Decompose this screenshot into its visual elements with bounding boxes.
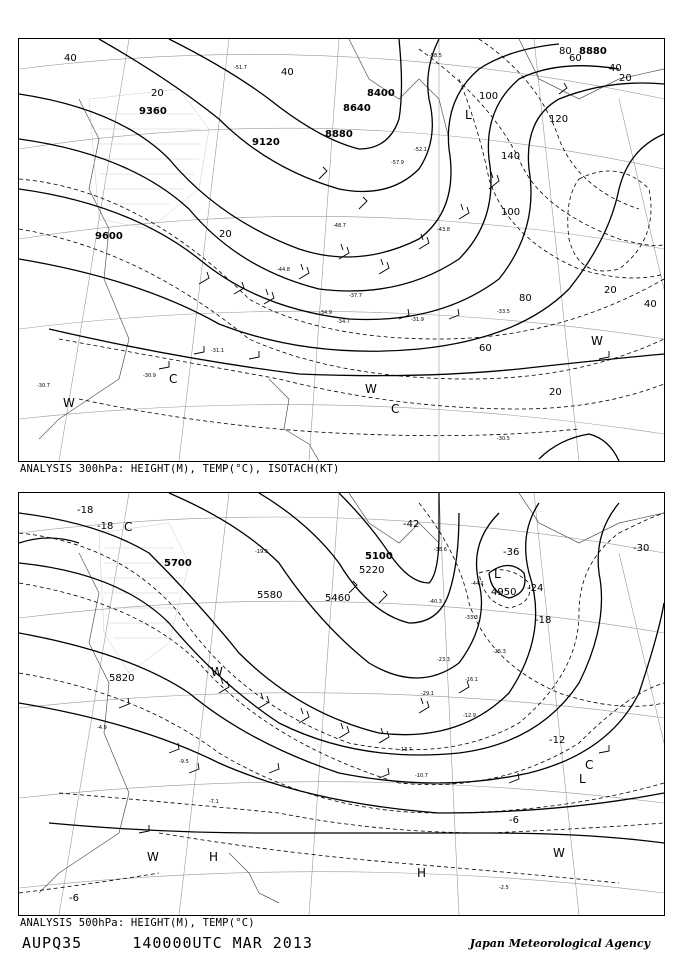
center-marker-group	[63, 108, 603, 416]
warm-center-marker: W	[591, 334, 603, 348]
isotherm-label: -30	[633, 543, 650, 554]
isotach-label: 20	[219, 229, 232, 240]
warm-center-marker: W	[553, 846, 565, 860]
isotherm-label: -18	[535, 615, 552, 626]
station-temp: -33.3	[465, 615, 478, 621]
isotach-label-group	[64, 46, 657, 398]
cold-center-marker: C	[124, 520, 133, 534]
height-label-group	[109, 551, 516, 684]
isotherm-label: -18	[77, 505, 94, 516]
temp-label: -31.1	[211, 348, 224, 354]
station-temp: -38.6	[434, 547, 447, 553]
isotach-label: 140	[501, 151, 521, 162]
temp-label: -33.5	[497, 309, 510, 315]
station-temp: -40.3	[429, 599, 442, 605]
isotach-label: 80	[559, 46, 572, 57]
isotach-label: 60	[479, 343, 492, 354]
temp-label: -44.8	[277, 267, 290, 273]
chart-caption-500hpa: ANALYSIS 500hPa: HEIGHT(M), TEMP(°C)	[20, 917, 255, 929]
warm-center-marker: W	[211, 665, 223, 679]
low-center-marker: L	[465, 108, 472, 122]
isotach-label: 100	[501, 207, 521, 218]
station-temp: -12.9	[463, 713, 476, 719]
temp-label: -30.7	[37, 383, 50, 389]
isotach-label: 20	[549, 387, 562, 398]
product-header	[22, 934, 313, 952]
station-temp: -7.1	[209, 799, 219, 805]
temp-label: -48.7	[333, 223, 346, 229]
isotach-label: 80	[519, 293, 532, 304]
height-label: 9600	[95, 231, 123, 242]
isotach-label: 40	[644, 299, 657, 310]
temp-label: -31.9	[411, 317, 424, 323]
temp-label: -34.9	[319, 310, 332, 316]
temp-label: -52.1	[414, 147, 427, 153]
height-label: 8880	[325, 129, 353, 140]
cold-center-marker: C	[391, 402, 400, 416]
isotherm-label: -6	[509, 815, 519, 826]
height-label: 9360	[139, 106, 167, 117]
temp-label: -51.7	[234, 65, 247, 71]
high-center-marker: H	[417, 866, 427, 880]
temp-label: -43.8	[437, 227, 450, 233]
height-label: 5820	[109, 673, 135, 684]
isotherm-label: -36	[503, 547, 520, 558]
temp-label: -37.7	[349, 293, 362, 299]
isotherm-label: -18	[97, 521, 114, 532]
height-contours	[19, 39, 664, 461]
map-500hpa	[19, 493, 664, 915]
isotach-label: 20	[604, 285, 617, 296]
station-temp: -10.7	[415, 773, 428, 779]
warm-center-marker: W	[63, 396, 75, 410]
lat-lon-grid	[19, 39, 664, 461]
valid-time: 140000UTC MAR 2013	[132, 934, 313, 952]
station-temp: -25.3	[493, 649, 506, 655]
isotach-label: 60	[569, 53, 582, 64]
station-temp: -9.5	[179, 759, 189, 765]
map-panel-500hpa	[18, 492, 665, 916]
station-temp: -13.7	[399, 747, 412, 753]
height-label: 9120	[252, 137, 280, 148]
isotherm-label: -12	[549, 735, 566, 746]
map-panel-300hpa	[18, 38, 665, 462]
station-temp: -4.9	[97, 725, 107, 731]
height-label: 5580	[257, 590, 283, 601]
warm-center-marker: W	[365, 382, 377, 396]
temp-label: -30.9	[143, 373, 156, 379]
station-temp: -29.1	[421, 691, 434, 697]
isotach-label: 40	[281, 67, 294, 78]
isotach-label: 100	[479, 91, 499, 102]
cold-center-marker: C	[585, 758, 594, 772]
isotach-label: 40	[64, 53, 77, 64]
station-temp: -2.5	[499, 885, 509, 891]
temp-label: -57.9	[391, 160, 404, 166]
height-label: 5460	[325, 593, 351, 604]
high-center-marker: H	[209, 850, 219, 864]
isotherm-label: -6	[69, 893, 79, 904]
temp-label: -58.5	[429, 53, 442, 59]
temp-label: -30.5	[497, 436, 510, 442]
temp-label: -34.7	[337, 319, 350, 325]
agency-credit: Japan Meteorological Agency	[469, 937, 650, 950]
height-label: 8640	[343, 103, 371, 114]
product-code: AUPQ35	[22, 934, 83, 952]
low-center-marker: L	[579, 772, 586, 786]
isotach-label: 120	[549, 114, 569, 125]
height-label: 8880	[579, 46, 607, 57]
cold-area-hatch	[99, 523, 189, 673]
chart-caption-300hpa: ANALYSIS 300hPa: HEIGHT(M), TEMP(°C), ISOTACH(KT)	[20, 463, 340, 475]
station-temp: -23.3	[437, 657, 450, 663]
isotach-label: 20	[619, 73, 632, 84]
height-label: 5100	[365, 551, 393, 562]
map-300hpa	[19, 39, 664, 461]
station-temp: -44.1	[471, 581, 484, 587]
low-center-marker: L	[494, 567, 501, 581]
height-label: 5700	[164, 558, 192, 569]
height-label: 4950	[491, 587, 517, 598]
station-temp: -19.3	[255, 549, 268, 555]
height-label: 5220	[359, 565, 385, 576]
lat-lon-grid	[19, 493, 664, 915]
isotach-label: 40	[609, 63, 622, 74]
station-temp: -16.1	[465, 677, 478, 683]
cold-center-marker: C	[169, 372, 178, 386]
warm-center-marker: W	[147, 850, 159, 864]
height-label: 8400	[367, 88, 395, 99]
height-contours	[19, 493, 664, 843]
isotach-label: 20	[151, 88, 164, 99]
isotherm-label: -24	[527, 583, 544, 594]
isotherm-label: -42	[403, 519, 420, 530]
